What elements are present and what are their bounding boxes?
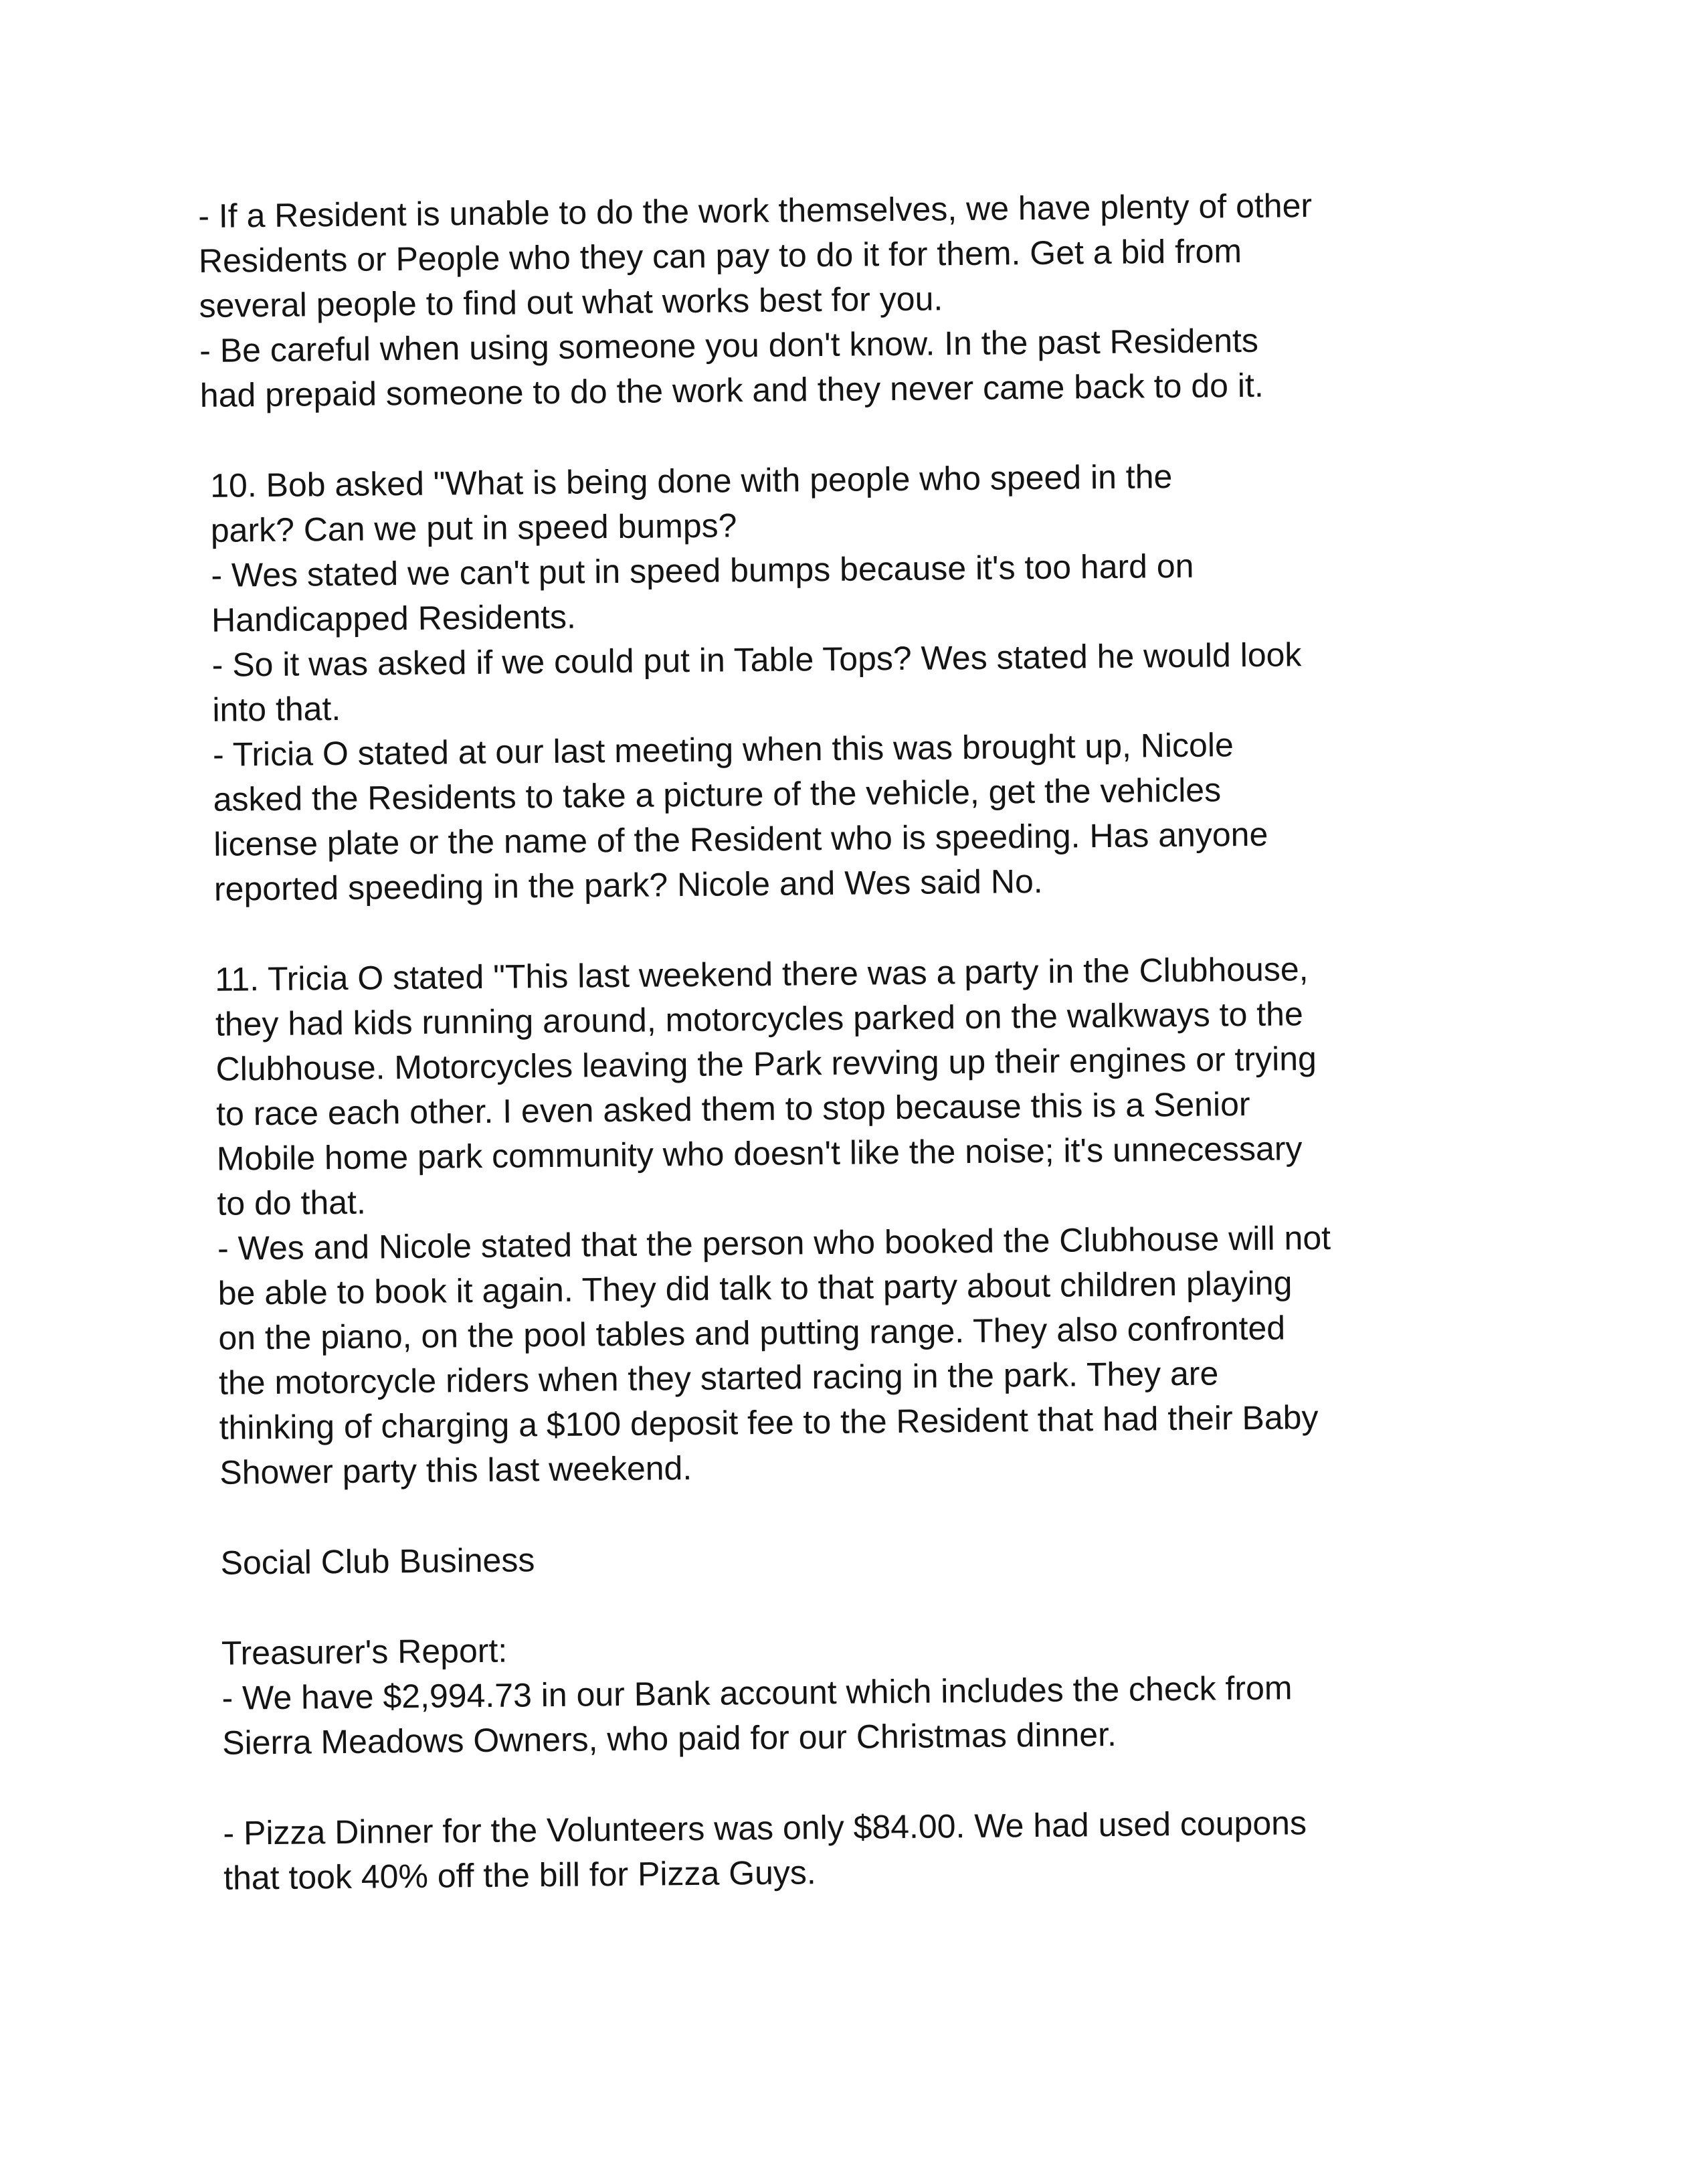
text-line: on the piano, on the pool tables and putting range. They also confronted — [218, 1309, 1286, 1357]
text-line: be able to book it again. They did talk to that party about children playing — [217, 1264, 1293, 1312]
text-line: Mobile home park community who doesn't like the noise; it's unnecessary — [216, 1129, 1303, 1178]
text-line: had prepaid someone to do the work and they never came back to do it. — [199, 366, 1264, 414]
text-line: - So it was asked if we could put in Table Tops? Wes stated he would look — [211, 636, 1302, 684]
text-line: that took 40% off the bill for Pizza Guys. — [223, 1853, 817, 1897]
text-line: to do that. — [217, 1183, 367, 1222]
text-line: Handicapped Residents. — [211, 598, 577, 639]
text-line: - Wes and Nicole stated that the person who booked the Clubhouse will not — [217, 1218, 1331, 1267]
paragraph-item-10-speeding — [210, 451, 1536, 912]
text-line: 10. Bob asked "What is being done with people who speed in the — [209, 458, 1173, 505]
text-line: Shower party this last weekend. — [219, 1449, 692, 1491]
paragraph-treasurer-report — [221, 1619, 1545, 1766]
section-heading-treasurer: Treasurer's Report: — [221, 1631, 508, 1672]
text-line: the motorcycle riders when they started racing in the park. They are — [218, 1354, 1219, 1402]
text-line: - Be careful when using someone you don't know. In the past Residents — [199, 321, 1259, 369]
text-line: - Wes stated we can't put in speed bumps because it's too hard on — [211, 547, 1194, 594]
text-line: to race each other. I even asked them to stop because this is a Senior — [215, 1085, 1250, 1133]
text-line: Residents or People who they can pay to do it for them. Get a bid from — [198, 232, 1242, 280]
text-line: - We have $2,994.73 in our Bank account which includes the check from — [221, 1669, 1293, 1717]
text-line: - Tricia O stated at our last meeting when this was brought up, Nicole — [212, 726, 1234, 774]
section-heading-social-club: Social Club Business — [220, 1541, 535, 1582]
paragraph-pizza-dinner — [223, 1799, 1545, 1901]
text-line: - Pizza Dinner for the Volunteers was only $84.00. We had used coupons — [223, 1804, 1307, 1852]
text-line: license plate or the name of the Resident who is speeding. Has anyone — [213, 815, 1268, 863]
text-line: Clubhouse. Motorcycles leaving the Park revving up their engines or trying — [215, 1040, 1317, 1088]
paragraph-contractor-advice — [198, 181, 1531, 418]
text-line: they had kids running around, motorcycles parked on the walkways to the — [215, 995, 1304, 1043]
text-line: park? Can we put in speed bumps? — [210, 507, 737, 549]
document-body — [198, 181, 1546, 1946]
text-line: 11. Tricia O stated "This last weekend there was a party in the Clubhouse, — [215, 950, 1309, 998]
text-line: several people to find out what works best for you. — [199, 280, 943, 325]
text-line: thinking of charging a $100 deposit fee to the Resident that had their Baby — [219, 1398, 1319, 1447]
paragraph-item-11-clubhouse-party — [215, 945, 1542, 1495]
text-line: Sierra Meadows Owners, who paid for our Christmas dinner. — [221, 1715, 1117, 1762]
text-line: into that. — [212, 689, 341, 729]
text-line: - If a Resident is unable to do the work themselves, we have plenty of other — [198, 187, 1313, 235]
text-line: asked the Residents to take a picture of the vehicle, get the vehicles — [213, 771, 1222, 818]
text-line: reported speeding in the park? Nicole and Wes said No. — [213, 862, 1043, 908]
